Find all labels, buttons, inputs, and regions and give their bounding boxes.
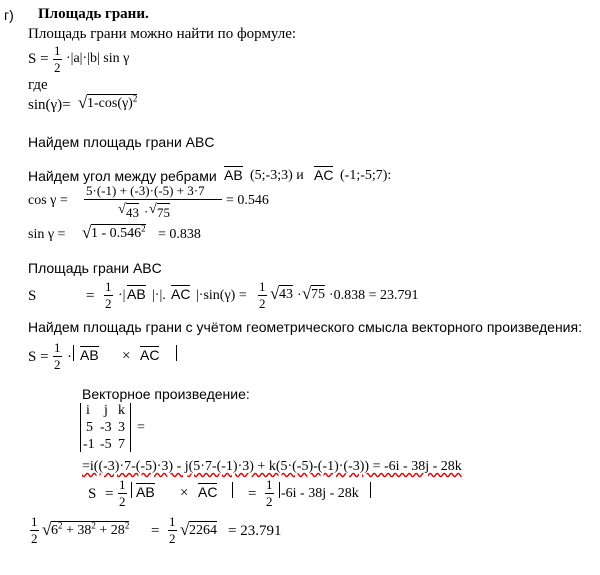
area-after: |·sin(γ) =: [196, 288, 247, 303]
cross-times: ×: [122, 348, 131, 364]
s-line-eq2: =: [248, 486, 257, 502]
formula-fraction: 1 2: [54, 43, 61, 75]
cross-ac: AC: [140, 347, 160, 363]
intro-text: Площадь грани можно найти по формуле:: [28, 26, 297, 42]
s-line-ab: AB: [136, 484, 155, 500]
cos-lhs: cos γ =: [28, 193, 68, 208]
ac-coords: (-1;-5;7):: [340, 168, 392, 183]
s-line-ac: AC: [198, 484, 218, 500]
final-eq: =: [151, 523, 160, 539]
s-line-bar-4: [370, 482, 371, 498]
area-mid: |·|.: [152, 288, 166, 303]
cos-den-dot: ·: [144, 204, 149, 219]
sin-calc-result: = 0.838: [158, 227, 201, 242]
area-tail: ·0.838 = 23.791: [329, 288, 419, 303]
expansion-line: =i((-3)·7-(-5)·3) - j(5·7-(-1)·3) + k(5·(-5)-(-1)·(-3)) = -6i - 38j - 28k: [82, 459, 462, 474]
det-r2c1: -5: [100, 437, 112, 452]
s-line-fraction-2: 1 2: [266, 477, 273, 509]
det-r0c1: j: [104, 403, 108, 418]
s-line-times: ×: [180, 485, 189, 501]
cos-numerator: 5·(-1) + (-3)·(-5) + 3·7: [86, 183, 205, 198]
sqrt-icon: √: [180, 520, 190, 539]
s-line-fraction: 1 2: [119, 477, 126, 509]
det-bar-right: [130, 403, 131, 452]
sqrt-icon: √: [118, 202, 126, 217]
final-fraction-2: 1 2: [169, 514, 176, 546]
det-r0c0: i: [86, 403, 90, 418]
formula-rhs: ·|a|·|b| sin γ: [66, 51, 130, 66]
area-eq: =: [86, 288, 95, 304]
angle-text: Найдем угол между ребрами: [28, 168, 217, 184]
det-r1c1: -3: [100, 420, 112, 435]
area-fraction-2: 1 2: [259, 279, 266, 311]
section-label: г): [4, 7, 14, 23]
cross-fraction: 1 2: [54, 340, 61, 372]
abs-bar-left: [73, 345, 74, 361]
sqrt-icon: √: [78, 93, 88, 112]
sqrt-icon: √: [149, 202, 157, 217]
cos-fraction-bar: [84, 199, 222, 200]
vector-ac: AC: [314, 167, 334, 183]
s-line-bar-2: [232, 482, 233, 498]
area-s: S: [28, 288, 37, 304]
sqrt-icon: √: [42, 520, 52, 539]
ab-coords: (5;-3;3) и: [250, 168, 304, 183]
area-fraction: 1 2: [105, 279, 112, 311]
vector-product-heading: Векторное произведение:: [82, 386, 250, 402]
s-line-eq: =: [105, 486, 114, 502]
sqrt-icon: √: [302, 284, 312, 303]
det-r0c2: k: [118, 403, 125, 418]
cross-dot: ·: [67, 349, 72, 365]
area-ab: AB: [127, 286, 146, 302]
cross-ab: AB: [80, 347, 99, 363]
det-r2c0: -1: [83, 437, 95, 452]
sin-formula-lhs: sin(γ)=: [28, 97, 71, 113]
area-abc-heading: Площадь грани ABC: [28, 260, 162, 276]
vector-intro: Найдем площадь грани с учётом геометрического смысла векторного произведения:: [28, 319, 582, 335]
s-line-bar-1: [131, 482, 132, 498]
det-r1c0: 5: [86, 420, 93, 435]
det-r1c2: 3: [118, 420, 125, 435]
area-dot: ·: [297, 288, 302, 303]
find-abc-heading: Найдем площадь грани ABC: [28, 134, 215, 150]
area-ac: AC: [171, 286, 191, 302]
where-text: где: [28, 77, 48, 93]
vector-ab: AB: [224, 167, 243, 183]
abs-bar-right: [176, 345, 177, 361]
det-bar-left: [80, 403, 81, 452]
cos-result: = 0.546: [226, 193, 269, 208]
area-bar1: ·|: [118, 288, 126, 303]
det-r2c2: 7: [118, 437, 125, 452]
final-result: = 23.791: [228, 523, 282, 539]
formula-lhs: S =: [28, 51, 49, 67]
s-line-s: S: [88, 486, 97, 502]
s-line-bar-3: [279, 482, 280, 498]
s-line-expr: -6i - 38j - 28k: [281, 486, 359, 501]
final-fraction: 1 2: [31, 514, 38, 546]
section-title: Площадь грани.: [38, 6, 149, 22]
sin-calc-lhs: sin γ =: [28, 227, 66, 242]
document-page: г) Площадь грани. Площадь грани можно найти по формуле: S = 1 2 ·|a|·|b| sin γ где sin(γ)= √ $1-\cos(\gamma)^2$ Найдем площадь грани ABC Найдем угол между ребрами AB (5;-3;3) и AC (-1;-5;7): cos γ = 5·(-1) + (-3)·(-5) + 3·7 √ 43 · √ 75 = 0.546 sin γ = √ 1 - 0.546$^2$ = 0.838 Площадь грани ABC S = 1 2 ·| AB |·|. AC |·sin(γ) = 1 2 √ 43 · √ 75 ·0.838 = 23.791 Найдем площадь грани с учётом геометрического смысла векторного произведения: S = 1 2 · AB × AC Векторное произведение: i j k 5 -3 3 -1 -5 7 = =i((-3)·7-(-5)·3) - j(5·7-(-1)·3) + k(5·(-5)-(-1)·(-3)) = -6i - 38j - 28k S = 1 2 AB × AC = 1 2 -6i - 38j - 28k 1 2 √ $6^2 + 38^2 + 28^2$ = 1 2 √ 2264 = 23.791: [0, 0, 600, 575]
cross-lhs: S =: [28, 349, 49, 365]
det-eq: =: [137, 420, 145, 435]
sqrt-icon: √: [82, 223, 92, 242]
sqrt-icon: √: [270, 284, 280, 303]
